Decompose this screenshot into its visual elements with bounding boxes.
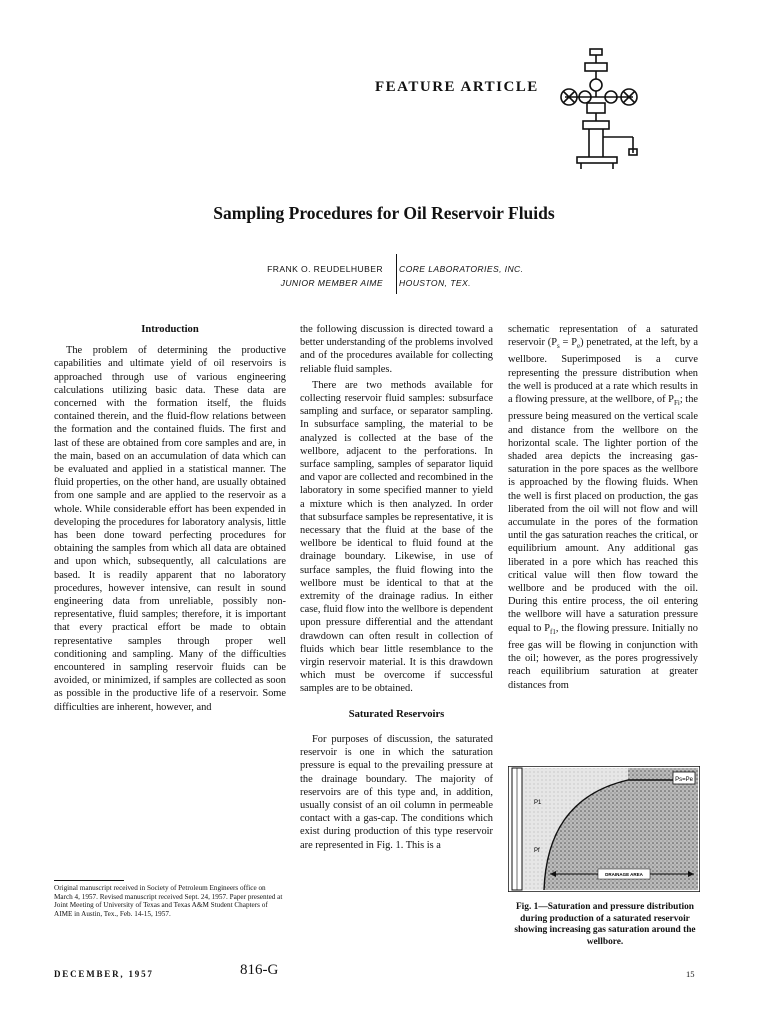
author-divider bbox=[396, 254, 397, 294]
paragraph: The problem of determining the productive capabilities and ultimate yield of oil reservoirs is approached through use of various engineering calculations utilizing basic data. These data are concerned with the formation itself, the fluids contained therein, and the fluid-flow relations between the formation and the contained fluids. The first and last of these are obtained from core samples and are, in the main, based on an accumulation of data which can be evaluated and applied in a statistical manner. The fluid properties, on the other hand, are usually obtained from one sample and are applied to the reservoir as a whole. While considerable effort has been expended in developing the procedures for laboratory analysis, little has been done toward perfecting procedures for obtaining the samples from which all data are obtained and upon which, subsequently, all calculations are based. It is readily apparent that no laboratory procedures, however intensive, can result in sound engineering data from unreliable, possibly non-representative, fluid samples; therefore, it is important that every practical effort be made to obtain representative samples through proper well conditioning and sampling. Many of the difficulties encountered in sampling reservoir fluids can be avoided, or minimized, if samples are collected as soon as possible in the productive life of a reservoir. Some difficulties are inherent, however, and bbox=[54, 345, 286, 713]
footer-code: 816-G bbox=[240, 962, 279, 978]
footer-date: DECEMBER, 1957 bbox=[54, 969, 154, 979]
paragraph: schematic representation of a saturated reservoir $(P_s = P_e)$ penetrated, at the left, by a wellbore. Superimposed is a curve representing the pressure distribution when the well is produced at a rate which results in a flowing pressure, at the wellbore, of $P_{Fi}$; the pressure being measured on the vertical scale and distance from the wellbore on the horizontal scale. The lighter portion of the shaded area depicts the increasing gas-saturation in the pore spaces as the wellbore is approached by the flowing fluids. When the well is first placed on production, the gas liberated from the oil will not flow and will accumulate in the pores of the formation until the gas saturation reaches the critical, or equilibrium amount. Any additional gas liberated in a pore which has reached this critical value will then flow toward the wellbore and be produced with the oil. During this entire process, the oil entering the wellbore will have a saturation pressure equal to $P_{f1}$, the flowing pressure. Initially no free gas will be flowing in conjunction with the oil; however, as the pores progressively reach equilibrium saturation at greater distances from bbox=[508, 324, 698, 691]
author-name: FRANK O. REUDELHUBER bbox=[267, 264, 383, 274]
saturated-reservoirs-heading: Saturated Reservoirs bbox=[348, 708, 445, 720]
author-right bbox=[399, 262, 523, 290]
figure-caption: Fig. 1—Saturation and pressure distribution during production of a saturated reservoir showing increasing gas saturation around the wellbore. bbox=[514, 902, 696, 947]
column-2 bbox=[300, 323, 493, 855]
author-location: HOUSTON, TEX. bbox=[399, 278, 471, 288]
paragraph: For purposes of discussion, the saturated reservoir is one in which the saturation pressure is equal to the prevailing pressure at the drainage boundary. The majority of reservoirs are of this type and, in addition, usually consist of an oil column in permeable contact with a gas-cap. The conditions which exist during production of this type reservoir are represented in Fig. 1. This is a bbox=[300, 733, 493, 851]
author-block bbox=[240, 262, 540, 302]
feature-article-label: FEATURE ARTICLE bbox=[375, 79, 539, 95]
author-affiliation: CORE LABORATORIES, INC. bbox=[399, 264, 524, 274]
column-3 bbox=[508, 323, 698, 695]
ps-label: Ps=Pe bbox=[675, 777, 693, 783]
column-1 bbox=[54, 323, 286, 717]
page-number: 15 bbox=[686, 969, 695, 979]
footnote-text: Original manuscript received in Society of Petroleum Engineers office on March 4, 1957. Revised manuscript received Sept. 24, 1957. Paper presented at Joint Meeting of University of Texas and Texas A&M Student Chapters of AIME in Austin, Tex., Feb. 14-15, 1957. bbox=[54, 884, 283, 918]
article-title: Sampling Procedures for Oil Reservoir Fluids bbox=[213, 203, 555, 223]
p1-label: P1 bbox=[534, 800, 542, 806]
paragraph: the following discussion is directed toward a better understanding of the problems involved and of the procedures available for collecting reliable fluid samples. bbox=[300, 324, 493, 375]
wellhead-logo-icon bbox=[555, 45, 650, 175]
drainage-area-label: DRAINAGE AREA bbox=[605, 872, 643, 877]
author-left bbox=[267, 262, 383, 290]
pf-label: Pf bbox=[534, 848, 540, 854]
introduction-heading: Introduction bbox=[141, 324, 199, 335]
paragraph: There are two methods available for collecting reservoir fluid samples: subsurface sampling and surface, or separator sampling. In subsurface sampling, the material to be analyzed is collected at the base of the wellbore, adjacent to the perforations. In surface sampling, samples of separator liquid and vapor are collected and recombined in the laboratory in some specified manner to yield a mixture which is then analyzed. In order that subsurface samples be representative, it is necessary that the fluid at the base of the wellbore be identical to fluid found at the drainage boundary. Likewise, in use of surface samples, the fluid flowing into the wellbore must be identical to that at the extremity of the drainage radius. In either case, fluid flow into the wellbore is dependent upon pressure differential and the attendant drawdown can often result in collection of fluids which bear little resemblance to the virgin reservoir material. It is this drawdown which must be overcome if successful samples are to be obtained. bbox=[300, 379, 493, 695]
footnote-rule bbox=[54, 880, 124, 881]
footnote bbox=[54, 880, 286, 918]
figure-1 bbox=[508, 766, 700, 892]
author-role: JUNIOR MEMBER AIME bbox=[280, 278, 383, 288]
